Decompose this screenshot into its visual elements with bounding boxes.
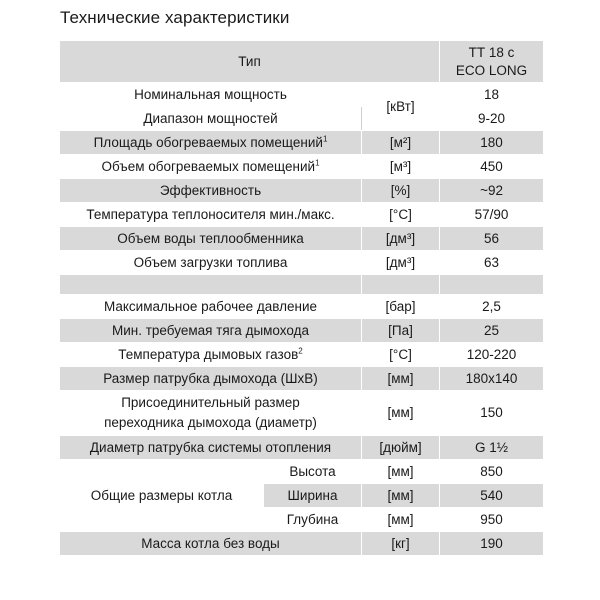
row-unit: [дм³] xyxy=(362,227,440,251)
table-row xyxy=(60,179,544,203)
dimension-unit: [мм] xyxy=(362,484,440,508)
row-value: 25 xyxy=(440,319,544,343)
row-label: Номинальная мощность xyxy=(60,83,362,107)
row-label: Максимальное рабочее давление xyxy=(60,295,362,319)
row-unit: [°C] xyxy=(362,203,440,227)
header-model-line1: ТТ 18 с xyxy=(468,44,515,60)
row-value: 9-20 xyxy=(440,107,544,131)
row-label: Температура дымовых газов$^2$ xyxy=(60,343,362,367)
row-label: Мин. требуемая тяга дымохода xyxy=(60,319,362,343)
row-unit: [м³] xyxy=(362,155,440,179)
row-value: 180 xyxy=(440,131,544,155)
row-value: 56 xyxy=(440,227,544,251)
table-row xyxy=(60,107,544,131)
dimension-name: Ширина xyxy=(264,484,362,508)
table-header-row xyxy=(60,41,544,83)
row-value: G 1½ xyxy=(440,436,544,460)
row-label: Объем обогреваемых помещений$^1$ xyxy=(60,155,362,179)
row-label: Температура теплоносителя мин./макс. xyxy=(60,203,362,227)
row-value: ~92 xyxy=(440,179,544,203)
dimension-name: Высота xyxy=(264,460,362,484)
row-unit: [°C] xyxy=(362,343,440,367)
row-value: 190 xyxy=(440,532,544,556)
row-label: Объем загрузки топлива xyxy=(60,251,362,275)
row-unit: [кг] xyxy=(362,532,440,556)
row-value: 120-220 xyxy=(440,343,544,367)
row-value: 2,5 xyxy=(440,295,544,319)
page-title: Технические характеристики xyxy=(60,8,290,27)
row-label: Площадь обогреваемых помещений$^1$ xyxy=(60,131,362,155)
row-label: Присоединительный размер переходника дымохода (диаметр) xyxy=(60,391,362,436)
row-label: Диапазон мощностей xyxy=(60,107,362,131)
table-row xyxy=(60,83,544,107)
dimension-name: Глубина xyxy=(264,508,362,532)
row-label: Объем воды теплообменника xyxy=(60,227,362,251)
table-row xyxy=(60,436,544,460)
spacer-row xyxy=(60,275,544,295)
table-row xyxy=(60,319,544,343)
dimension-unit: [мм] xyxy=(362,508,440,532)
row-label: Диаметр патрубка системы отопления xyxy=(60,436,362,460)
dimensions-row xyxy=(60,460,544,484)
table-row xyxy=(60,155,544,179)
row-value: 150 xyxy=(440,391,544,436)
row-unit: [мм] xyxy=(362,391,440,436)
row-unit: [м²] xyxy=(362,131,440,155)
row-unit: [кВт] xyxy=(362,83,440,131)
dimension-value: 950 xyxy=(440,508,544,532)
table-row xyxy=(60,343,544,367)
header-type: Тип xyxy=(60,41,440,83)
dimension-value: 540 xyxy=(440,484,544,508)
row-value: 450 xyxy=(440,155,544,179)
table-row xyxy=(60,131,544,155)
dimension-unit: [мм] xyxy=(362,460,440,484)
table-row xyxy=(60,295,544,319)
row-label: Масса котла без воды xyxy=(60,532,362,556)
specs-table xyxy=(59,40,544,556)
table-row xyxy=(60,251,544,275)
row-value: 180x140 xyxy=(440,367,544,391)
header-model xyxy=(440,41,544,83)
table-row xyxy=(60,391,544,436)
table-row xyxy=(60,203,544,227)
row-unit: [%] xyxy=(362,179,440,203)
row-unit: [бар] xyxy=(362,295,440,319)
row-unit: [дм³] xyxy=(362,251,440,275)
row-value: 18 xyxy=(440,83,544,107)
row-unit: [мм] xyxy=(362,367,440,391)
table-row xyxy=(60,227,544,251)
row-value: 57/90 xyxy=(440,203,544,227)
header-model-line2: ECO LONG xyxy=(455,62,528,78)
dimensions-label: Общие размеры котла xyxy=(60,460,264,532)
row-value: 63 xyxy=(440,251,544,275)
table-row xyxy=(60,532,544,556)
row-label: Размер патрубка дымохода (ШхВ) xyxy=(60,367,362,391)
table-row xyxy=(60,367,544,391)
row-unit: [Па] xyxy=(362,319,440,343)
row-label: Эффективность xyxy=(60,179,362,203)
dimension-value: 850 xyxy=(440,460,544,484)
row-unit: [дюйм] xyxy=(362,436,440,460)
